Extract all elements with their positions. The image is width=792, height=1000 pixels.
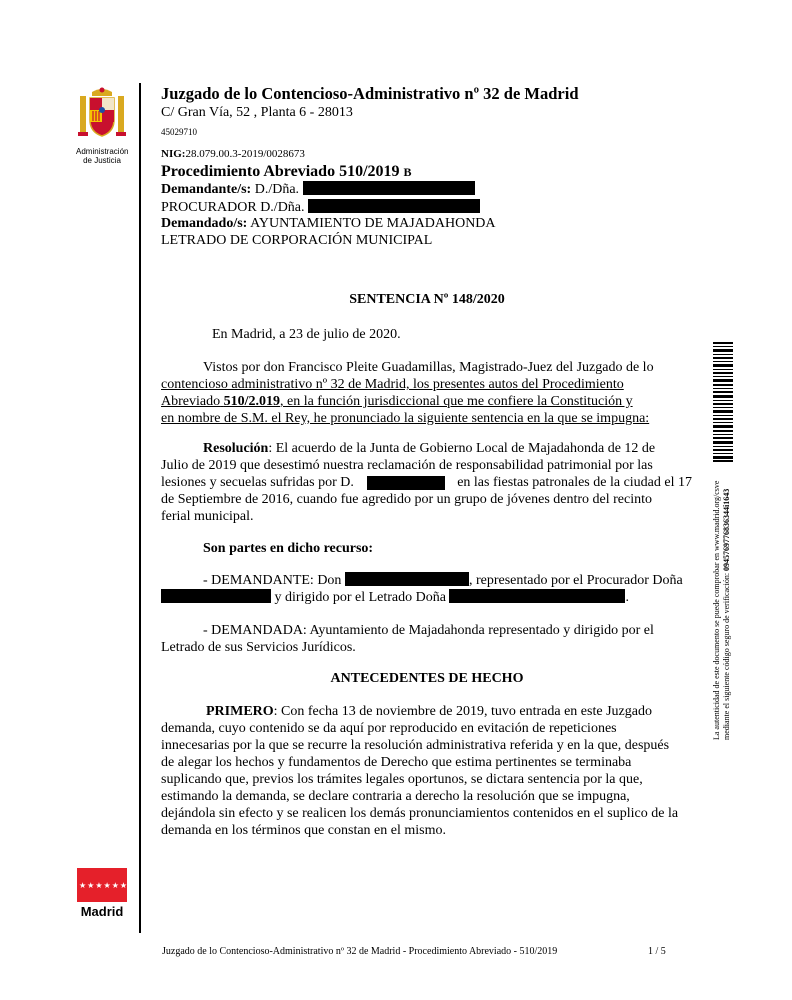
vistos-line-4: en nombre de S.M. el Rey, he pronunciado la siguiente sentencia en la que se impugna: xyxy=(161,411,650,426)
demandada-line-2: Letrado de sus Servicios Jurídicos. xyxy=(161,640,356,655)
vistos-line-2: contencioso administrativo nº 32 de Madrid, los presentes autos del Procedimiento xyxy=(161,377,624,392)
madrid-label: Madrid xyxy=(80,904,124,919)
redacted-block xyxy=(367,476,445,490)
demandante-2a: y dirigido por el Letrado Doña xyxy=(274,590,446,605)
vistos-line-3 xyxy=(161,393,692,410)
demandado-label: Demandado/s: xyxy=(161,216,248,231)
primero-label: PRIMERO xyxy=(206,704,274,719)
resolucion-1: : El acuerdo de la Junta de Gobierno Local de Majadahonda de 12 de xyxy=(268,441,656,456)
primero-line-8: demanda en los términos que constan en el mismo. xyxy=(161,823,446,838)
antecedentes-title: ANTECEDENTES DE HECHO xyxy=(330,671,524,686)
procedure-title xyxy=(161,163,721,181)
demandante-value: D./Dña. xyxy=(254,182,300,197)
primero-1: : Con fecha 13 de noviembre de 2019, tuvo entrada en este Juzgado xyxy=(273,704,652,719)
primero-line-6: estimando la demanda, se declare contraria a derecho la resolución que se impugna, xyxy=(161,789,630,804)
coat-of-arms xyxy=(76,86,128,165)
primero-line-7: dejándola sin efecto y se realicen los demás pronunciamientos contenidos en el suplico de la xyxy=(161,806,679,821)
admin-label-2: de Justicia xyxy=(83,156,121,165)
court-name: Juzgado de lo Contencioso-Administrativo nº 32 de Madrid xyxy=(161,84,579,103)
page-number: 1 / 5 xyxy=(648,946,666,957)
demandado-line xyxy=(161,216,721,233)
footer-text: Juzgado de lo Contencioso-Administrativo nº 32 de Madrid - Procedimiento Abreviado - 510/2019 xyxy=(162,946,558,957)
resolucion-line-3 xyxy=(161,474,692,491)
resolucion-line-5: ferial municipal. xyxy=(161,509,254,524)
court-address: C/ Gran Vía, 52 , Planta 6 - 28013 xyxy=(161,105,353,120)
redacted-block xyxy=(308,199,480,213)
procurador-line xyxy=(161,199,721,217)
court-code: 45029710 xyxy=(161,127,197,137)
verification-line-1: La autenticidad de este documento se puede comprobar en www.madrid.org/csve xyxy=(712,480,721,740)
primero-line-5: suplicando que, previos los trámites legales oportunos, se dictara sentencia por la que, xyxy=(161,772,643,787)
vistos-paragraph xyxy=(161,359,692,427)
resolucion-line-1 xyxy=(161,440,692,457)
resolucion-3a: lesiones y secuelas sufridas por D. xyxy=(161,475,354,490)
barcode-icon xyxy=(713,342,733,462)
redacted-block xyxy=(449,589,625,603)
resolucion-line-2: Julio de 2019 que desestimó nuestra reclamación de responsabilidad patrimonial por las xyxy=(161,458,653,473)
demandante-1a: - DEMANDANTE: Don xyxy=(203,573,342,588)
nig-value: 28.079.00.3-2019/0028673 xyxy=(185,148,305,160)
primero-paragraph xyxy=(161,703,692,839)
coat-of-arms-icon xyxy=(76,86,128,142)
demandante-line-2 xyxy=(161,589,692,606)
nig-line xyxy=(161,147,721,161)
redacted-block xyxy=(303,181,475,195)
madrid-stars: ★★★★★★★ xyxy=(79,880,137,890)
procurador-label: PROCURADOR D./Dña. xyxy=(161,199,305,215)
demandada-paragraph xyxy=(161,622,692,656)
verification-barcode xyxy=(713,342,733,462)
resolucion-3b: en las fiestas patronales de la ciudad el 17 xyxy=(457,475,692,490)
vistos-3b: 510/2.019 xyxy=(223,394,280,409)
demandado-value: AYUNTAMIENTO DE MAJADAHONDA xyxy=(250,216,496,231)
verification-line-2 xyxy=(722,470,732,740)
demandante-2b: . xyxy=(625,590,629,605)
demandante-1b: , representado por el Procurador Doña xyxy=(468,573,683,588)
demandante-line-1 xyxy=(161,572,692,589)
vistos-line-1: Vistos por don Francisco Pleite Guadamillas, Magistrado-Juez del Juzgado de lo xyxy=(203,360,654,375)
primero-line-1 xyxy=(161,703,692,720)
demandada-line-1: - DEMANDADA: Ayuntamiento de Majadahonda representado y dirigido por el xyxy=(203,623,654,638)
verification-2a: mediante el siguiente código seguro de verificación: xyxy=(722,572,731,740)
verification-code: 0945769776836344i1643 xyxy=(722,488,731,571)
demandante-line xyxy=(161,181,721,199)
vistos-3c: , en la función jurisdiccional que me confiere la Constitución y xyxy=(279,394,633,409)
left-rule xyxy=(139,83,141,933)
demandante-label: Demandante/s: xyxy=(161,182,252,197)
madrid-logo xyxy=(77,868,137,919)
resolucion-line-4: de Septiembre de 2016, cuando fue agredido por un grupo de jóvenes dentro del recinto xyxy=(161,492,653,507)
procedure-suffix: B xyxy=(403,165,412,179)
madrid-flag-icon xyxy=(77,868,137,902)
sentencia-title: SENTENCIA Nº 148/2020 xyxy=(349,292,505,307)
letrado-line: LETRADO DE CORPORACIÓN MUNICIPAL xyxy=(161,232,433,248)
primero-line-2: demanda, cuyo contenido se da aquí por reproducido en evitación de repeticiones xyxy=(161,721,617,736)
date-line: En Madrid, a 23 de julio de 2020. xyxy=(212,327,401,342)
redacted-block xyxy=(161,589,271,603)
resolucion-label: Resolución xyxy=(203,441,269,456)
partes-title: Son partes en dicho recurso: xyxy=(203,541,374,556)
header-block xyxy=(161,84,721,249)
nig-label: NIG: xyxy=(161,148,186,160)
verification-text xyxy=(712,470,742,740)
primero-line-4: de alegar los hechos y fundamentos de Derecho que estima pertinentes se terminaba xyxy=(161,755,632,770)
vistos-3a: Abreviado xyxy=(161,394,221,409)
procedure-number: Procedimiento Abreviado 510/2019 xyxy=(161,163,400,180)
redacted-block xyxy=(345,572,469,586)
admin-label-1: Administración xyxy=(76,147,129,156)
resolucion-paragraph xyxy=(161,440,692,525)
primero-line-3: innecesarias por la que se recurre la resolución administrativa referida y en la que, después xyxy=(161,738,670,753)
demandante-paragraph xyxy=(161,572,692,606)
